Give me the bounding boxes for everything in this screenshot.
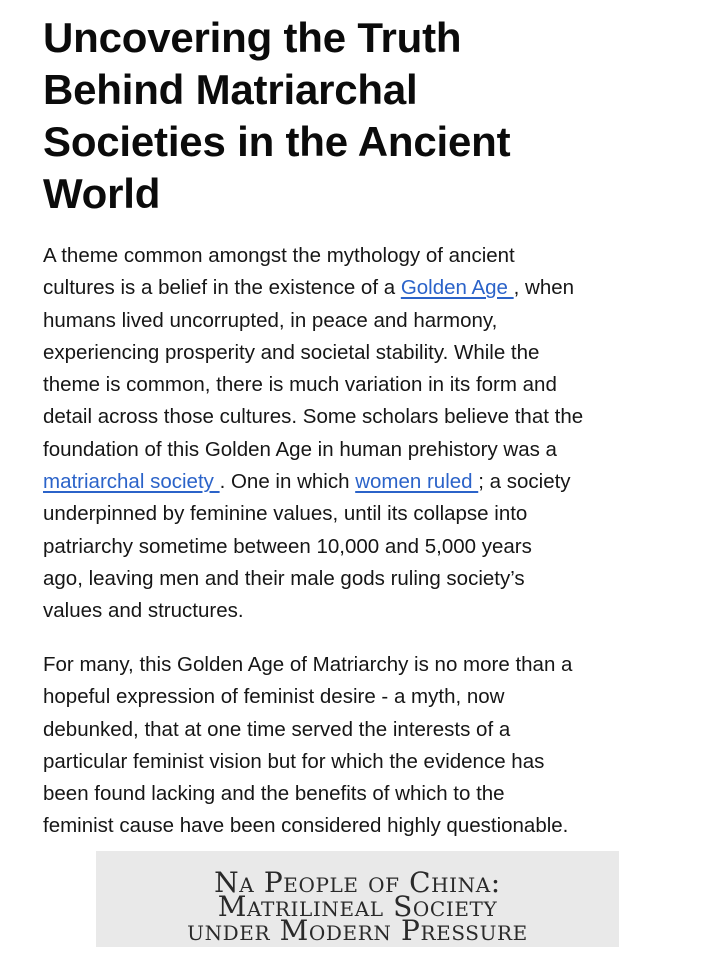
text-line: particular feminist vision but for which the evidence has bbox=[43, 749, 545, 773]
text-segment: , when bbox=[513, 276, 575, 300]
text-line: ago, leaving men and their male gods ruling society’s bbox=[43, 566, 525, 590]
matriarchal-society-link[interactable]: matriarchal society bbox=[43, 470, 220, 494]
text-line: A theme common amongst the mythology of ancient bbox=[43, 244, 515, 267]
text-segment: . One in which bbox=[219, 470, 356, 494]
women-ruled-link[interactable]: women ruled bbox=[355, 470, 479, 494]
text-line: foundation of this Golden Age in human prehistory was a bbox=[43, 437, 557, 461]
article-title bbox=[43, 12, 683, 220]
related-article-banner[interactable] bbox=[96, 851, 619, 947]
paragraph-critique bbox=[43, 649, 683, 843]
banner-title-line: under Modern Pressure bbox=[187, 914, 528, 947]
text-line: patriarchy sometime between 10,000 and 5,000 years bbox=[43, 534, 532, 558]
text-line: hopeful expression of feminist desire - a myth, now bbox=[43, 685, 505, 709]
text-segment: cultures is a belief in the existence of a bbox=[43, 276, 401, 300]
text-line: experiencing prosperity and societal stability. While the bbox=[43, 340, 540, 364]
banner-title-line: Matrilineal Society bbox=[217, 890, 498, 923]
text-line: feminist cause have been considered highly questionable. bbox=[43, 814, 569, 838]
text-segment: ; a society bbox=[478, 470, 571, 494]
golden-age-link[interactable]: Golden Age bbox=[400, 276, 514, 300]
text-line: For many, this Golden Age of Matriarchy is no more than a bbox=[43, 653, 573, 676]
title-line: World bbox=[43, 170, 161, 217]
text-line: humans lived uncorrupted, in peace and harmony, bbox=[43, 308, 498, 332]
title-line: Uncovering the Truth bbox=[43, 14, 462, 61]
text-line: been found lacking and the benefits of which to the bbox=[43, 782, 505, 806]
text-line: detail across those cultures. Some scholars believe that the bbox=[43, 405, 584, 429]
banner-title-line: Na People of China: bbox=[214, 866, 501, 899]
title-line: Societies in the Ancient bbox=[43, 118, 511, 165]
paragraph-intro bbox=[43, 240, 683, 628]
text-line: debunked, that at one time served the interests of a bbox=[43, 717, 511, 741]
text-line: underpinned by feminine values, until its collapse into bbox=[43, 502, 528, 526]
text-line: values and structures. bbox=[43, 599, 244, 623]
text-line: theme is common, there is much variation in its form and bbox=[43, 373, 557, 397]
title-line: Behind Matriarchal bbox=[43, 66, 418, 113]
